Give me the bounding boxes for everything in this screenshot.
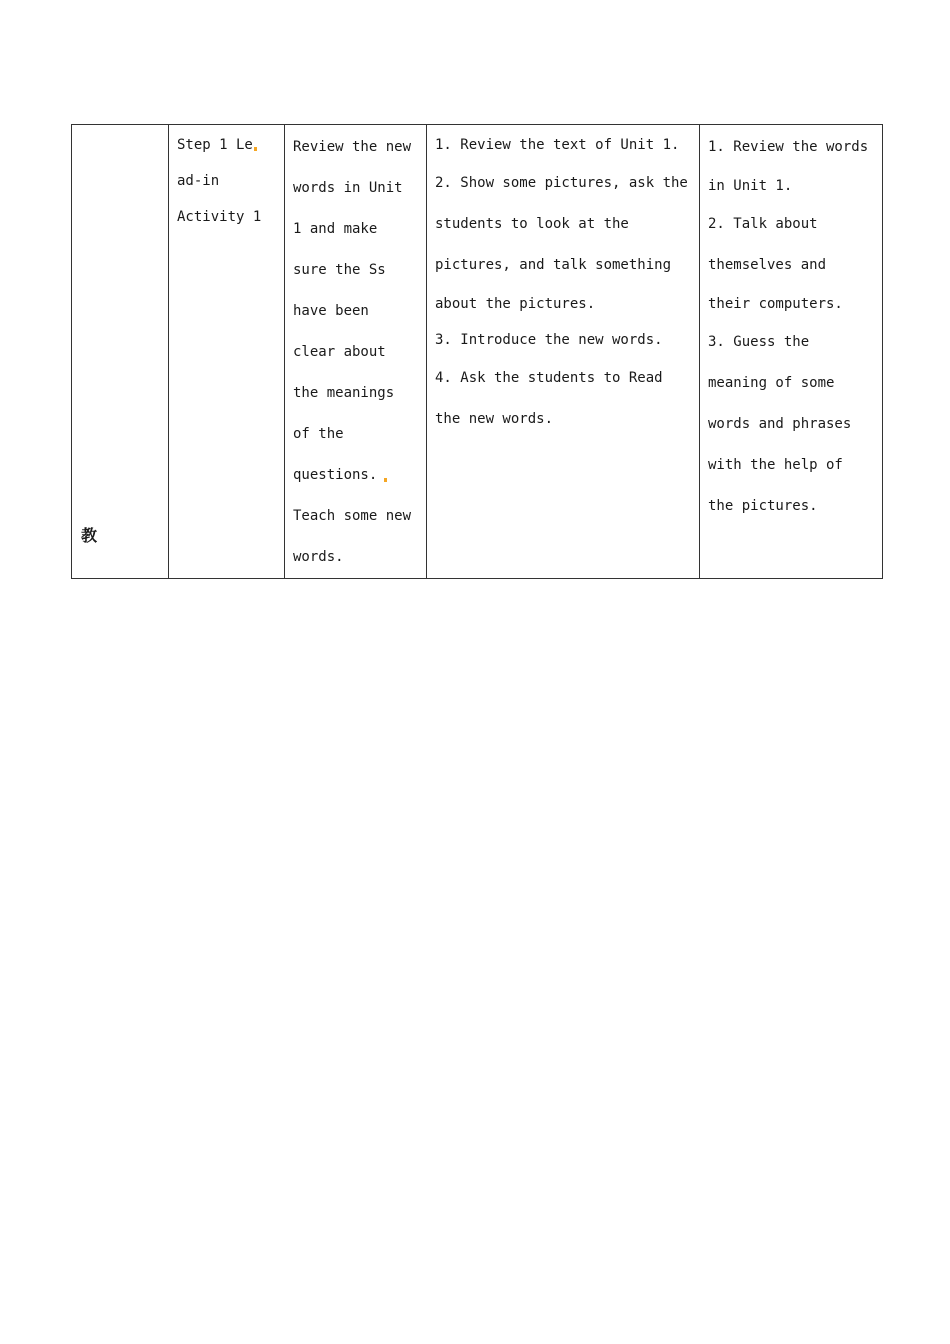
student-activity-line: meaning of some	[708, 375, 835, 391]
aims-line: words in Unit	[293, 180, 403, 196]
step-line: Step 1 Le	[177, 127, 278, 163]
aims-line: 1 and make	[293, 221, 378, 237]
teacher-activity-line: about the pictures.	[435, 296, 596, 312]
teacher-activity-line: 2. Show some pictures, ask the	[435, 175, 688, 191]
student-activity-line: in Unit 1.	[708, 178, 793, 194]
student-activity-line: words and phrases	[708, 416, 852, 432]
aims-line: the meanings	[293, 385, 395, 401]
teacher-activity-line: pictures, and talk something	[435, 257, 672, 273]
student-activity-line: 3. Guess the	[708, 334, 810, 350]
teacher-activity-line: 1. Review the text of Unit 1.	[435, 137, 680, 153]
row-label: 教	[81, 526, 98, 545]
step-cell	[169, 125, 285, 579]
lesson-plan-table	[71, 124, 883, 579]
student-activity-line: 2. Talk about	[708, 216, 818, 232]
step-line: ad-in	[177, 173, 220, 189]
aims-line: Teach some new	[293, 508, 412, 524]
student-activity-line: themselves and	[708, 257, 827, 273]
marker-dot-icon	[384, 478, 387, 482]
aims-line: Review the new	[293, 139, 412, 155]
row-label-cell	[72, 125, 169, 579]
teacher-activity-line: 4. Ask the students to Read	[435, 370, 663, 386]
aims-cell	[285, 125, 427, 579]
aims-line: clear about	[293, 344, 386, 360]
aims-line: words.	[293, 549, 344, 565]
student-activity-line: their computers.	[708, 296, 843, 312]
teacher-activity-line: the new words.	[435, 411, 554, 427]
student-activity-line: the pictures.	[708, 498, 818, 514]
step-line: Activity 1	[177, 209, 262, 225]
student-activity-line: 1. Review the words	[708, 139, 869, 155]
aims-line: of the	[293, 426, 344, 442]
marker-dot-icon	[254, 147, 257, 151]
aims-line: sure the Ss	[293, 262, 386, 278]
aims-line: questions.	[293, 455, 420, 496]
student-activities-cell	[700, 125, 883, 579]
teacher-activity-line: students to look at the	[435, 216, 629, 232]
teacher-activities-cell	[427, 125, 700, 579]
student-activity-line: with the help of	[708, 457, 843, 473]
table-row	[72, 125, 883, 579]
teacher-activity-line: 3. Introduce the new words.	[435, 332, 663, 348]
aims-line: have been	[293, 303, 369, 319]
